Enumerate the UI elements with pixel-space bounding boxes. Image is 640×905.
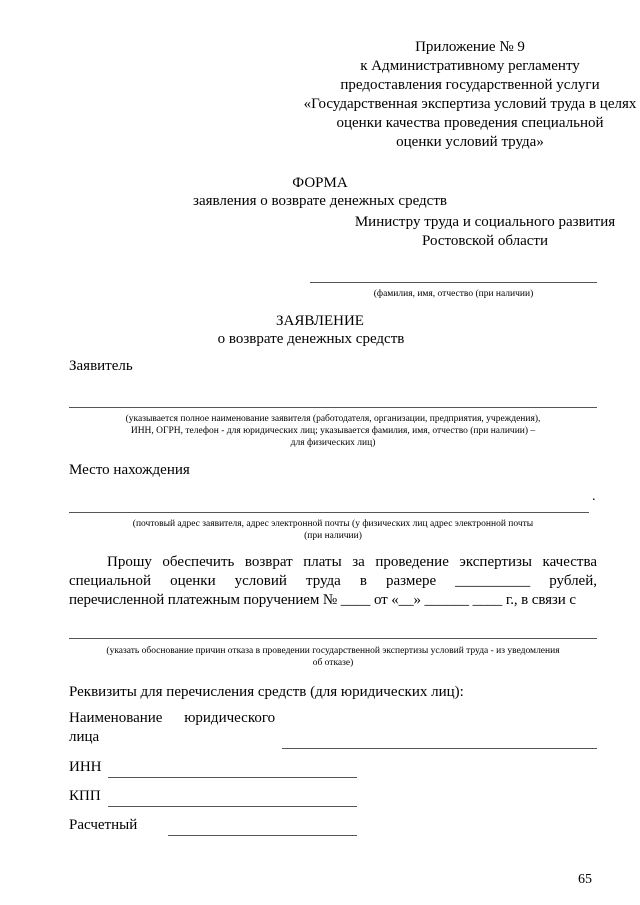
location-line[interactable] (69, 512, 589, 513)
applicant-label: Заявитель (69, 358, 133, 374)
org-name-label-line1: Наименование юридического (69, 710, 276, 726)
appendix-line: «Государственная экспертиза условий труда в целях (303, 96, 637, 112)
request-line3: перечисленной платежным поручением № ____ от «__» ______ ____ г., в связи с (69, 592, 576, 608)
reason-caption (69, 645, 597, 669)
page-number: 65 (578, 872, 592, 887)
location-label: Место нахождения (69, 462, 190, 478)
caption-line: ИНН, ОГРН, телефон - для юридических лиц; указывается фамилия, имя, отчество (при наличии) – (130, 426, 536, 436)
org-name-line[interactable] (282, 748, 597, 749)
request-paragraph (69, 553, 597, 610)
requisites-heading: Реквизиты для перечисления средств (для юридических лиц): (69, 684, 464, 700)
appendix-line: предоставления государственной услуги (340, 77, 600, 93)
reason-line[interactable] (69, 638, 597, 639)
kpp-label: КПП (69, 788, 101, 804)
caption-line: (почтовый адрес заявителя, адрес электронной почты (у физических лиц адрес электронной почты (132, 519, 534, 529)
addressee-line1: Министру труда и социального развития (354, 214, 616, 230)
request-line2: специальной оценки условий труда в размере __________ рублей, (69, 573, 597, 589)
appendix-header (300, 38, 640, 152)
form-title: ФОРМА (292, 175, 348, 191)
account-line[interactable] (168, 835, 357, 836)
caption-line: об отказе) (312, 658, 354, 668)
applicant-caption (69, 413, 597, 449)
location-caption (69, 518, 597, 542)
applicant-line[interactable] (69, 407, 597, 408)
appendix-line: оценки условий труда» (396, 134, 544, 150)
fio-line[interactable] (310, 282, 597, 283)
appendix-line: Приложение № 9 (415, 39, 525, 55)
addressee (300, 213, 640, 251)
org-name-label (69, 709, 279, 747)
caption-line: (указывается полное наименование заявителя (работодателя, организации, предприятия, учреждения), (125, 414, 541, 424)
org-name-label-line2: лица (69, 729, 100, 745)
account-label: Расчетный (69, 817, 138, 833)
request-line1: Прошу обеспечить возврат платы за проведение экспертизы качества (107, 554, 597, 570)
inn-line[interactable] (108, 777, 357, 778)
caption-line: (при наличии) (304, 531, 362, 541)
fio-caption: (фамилия, имя, отчество (при наличии) (373, 289, 534, 299)
addressee-line2: Ростовской области (422, 233, 548, 249)
form-subtitle: заявления о возврате денежных средств (193, 193, 447, 209)
appendix-line: к Административному регламенту (360, 58, 580, 74)
statement-subtitle: о возврате денежных средств (217, 331, 405, 347)
appendix-line: оценки качества проведения специальной (336, 115, 604, 131)
caption-line: для физических лиц) (290, 438, 376, 448)
caption-line: (указать обоснование причин отказа в проведении государственной экспертизы условий труда - из уведомления (106, 646, 560, 656)
statement-title: ЗАЯВЛЕНИЕ (276, 313, 364, 329)
kpp-line[interactable] (108, 806, 357, 807)
location-dot: . (592, 489, 596, 504)
inn-label: ИНН (69, 759, 102, 775)
